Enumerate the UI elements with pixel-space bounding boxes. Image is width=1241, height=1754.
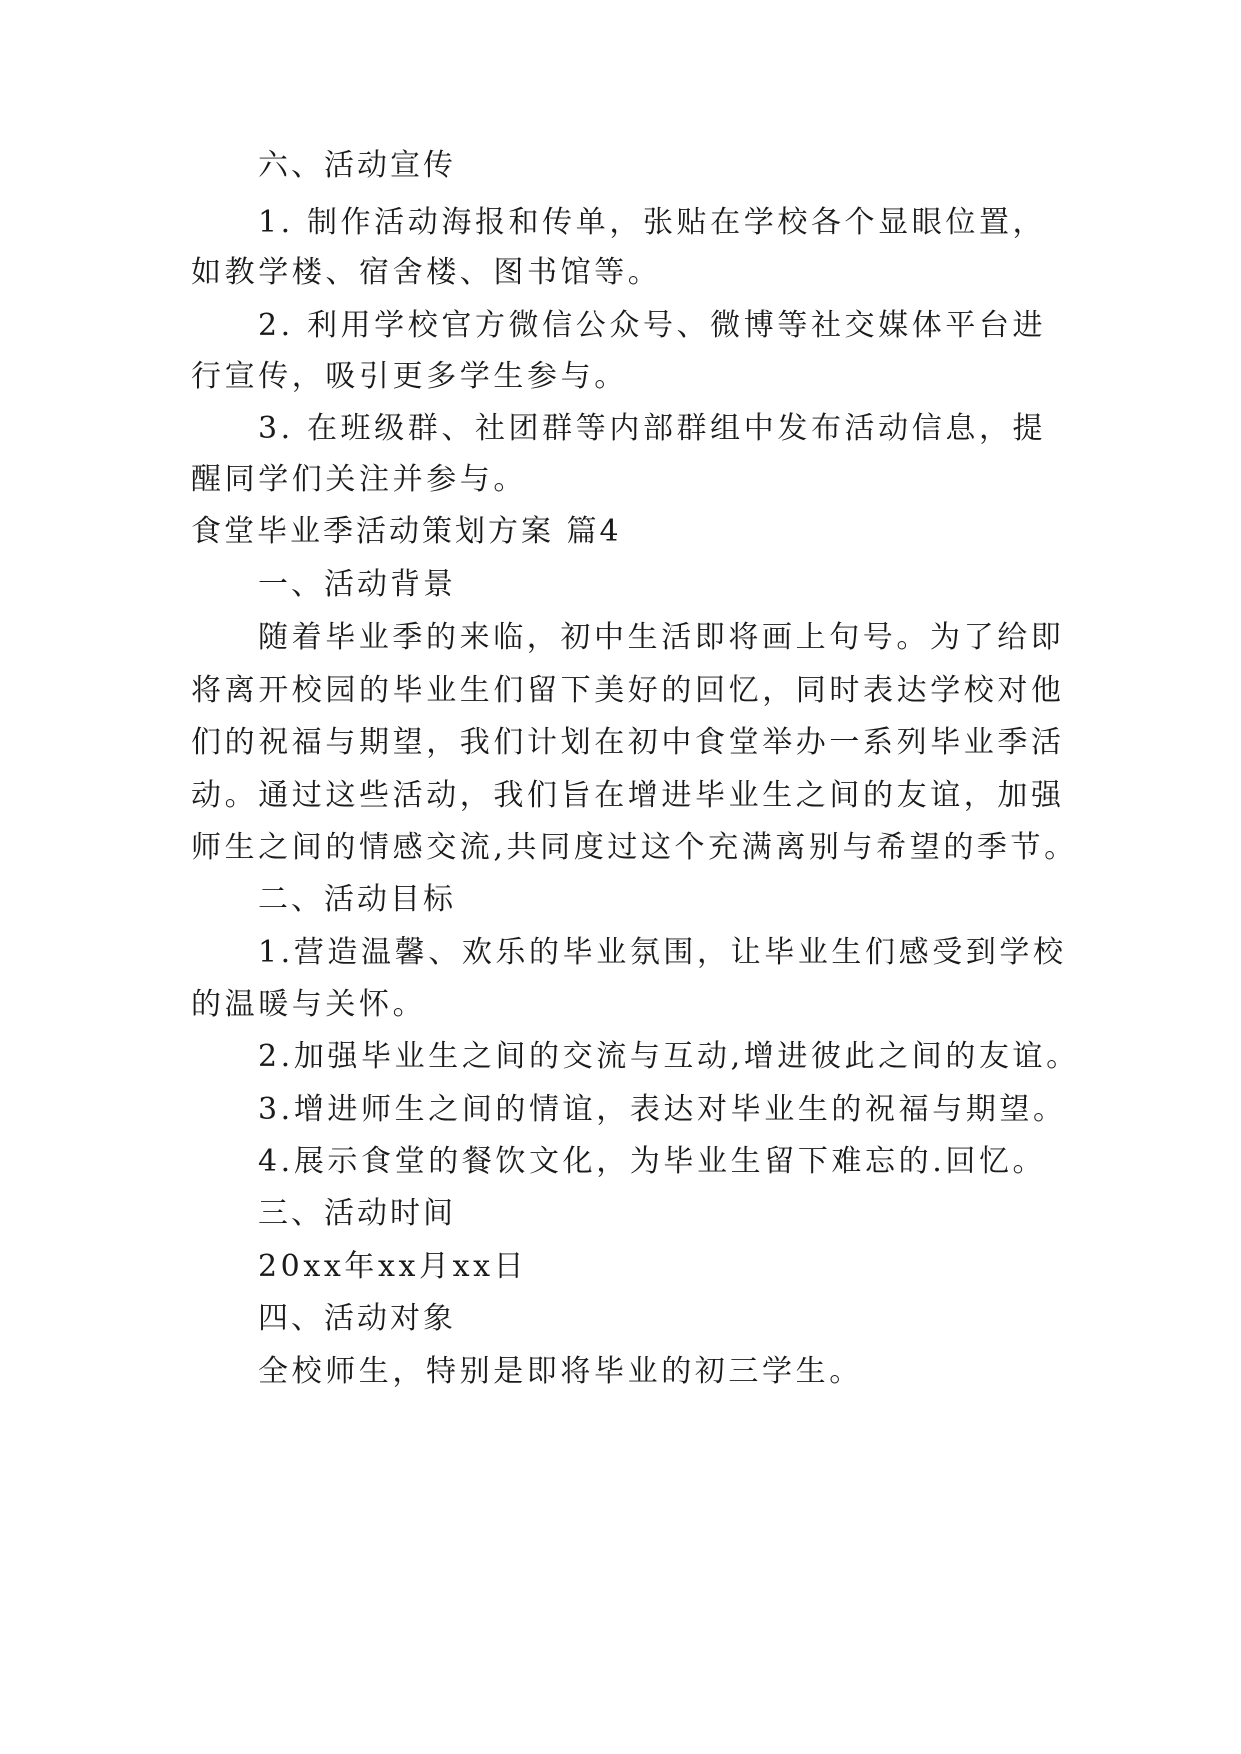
paragraph-line: 全校师生，特别是即将毕业的初三学生。: [258, 1354, 863, 1389]
paragraph-line: 动。通过这些活动，我们旨在增进毕业生之间的友谊，加强: [191, 778, 1065, 813]
paragraph-line: 的温暖与关怀。: [191, 987, 427, 1022]
paragraph-line: 4.展示食堂的餐饮文化，为毕业生留下难忘的.回忆。: [258, 1144, 1047, 1179]
section-heading: 一、活动背景: [258, 567, 456, 602]
section-heading: 四、活动对象: [258, 1301, 456, 1336]
paragraph-line: 们的祝福与期望，我们计划在初中食堂举办一系列毕业季活: [191, 725, 1065, 760]
article-title: 食堂毕业季活动策划方案 篇4: [191, 514, 622, 549]
paragraph-line: 1.营造温馨、欢乐的毕业氛围，让毕业生们感受到学校: [258, 935, 1067, 970]
paragraph-line: 3.增进师生之间的情谊，表达对毕业生的祝福与期望。: [258, 1092, 1067, 1127]
paragraph-line: 行宣传，吸引更多学生参与。: [191, 359, 628, 394]
paragraph-line: 随着毕业季的来临，初中生活即将画上句号。为了给即: [258, 620, 1065, 655]
date-line: 20xx年xx月xx日: [258, 1249, 528, 1284]
section-heading: 三、活动时间: [258, 1196, 456, 1231]
paragraph-line: 2.加强毕业生之间的交流与互动,增进彼此之间的友谊。: [258, 1039, 1080, 1074]
paragraph-line: 醒同学们关注并参与。: [191, 462, 527, 497]
paragraph-line: 3. 在班级群、社团群等内部群组中发布活动信息，提: [258, 411, 1047, 446]
paragraph-line: 师生之间的情感交流,共同度过这个充满离别与希望的季节。: [191, 830, 1078, 865]
paragraph-line: 如教学楼、宿舍楼、图书馆等。: [191, 255, 662, 290]
section-heading: 二、活动目标: [258, 882, 456, 917]
paragraph-line: 1. 制作活动海报和传单，张贴在学校各个显眼位置，: [258, 205, 1047, 240]
section-heading: 六、活动宣传: [258, 148, 456, 183]
paragraph-line: 2. 利用学校官方微信公众号、微博等社交媒体平台进: [258, 308, 1047, 343]
paragraph-line: 将离开校园的毕业生们留下美好的回忆，同时表达学校对他: [191, 673, 1065, 708]
